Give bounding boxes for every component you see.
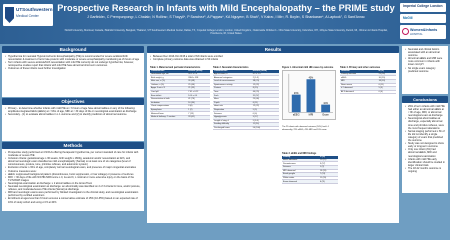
method-bullet: • Outcome measures were:	[5, 170, 141, 173]
table-cell: Resuscitation at birth	[150, 97, 187, 101]
method-bullet: • Exclusion criteria: ≥ 6hrs of age, completely normal neurological exam, and presence of major congenital anomalies	[5, 166, 141, 169]
table-cell: Respiration	[213, 108, 252, 112]
table-cell: 21 (39)	[187, 87, 210, 91]
table-cell: Maternal fever	[150, 112, 187, 116]
figure-1	[282, 67, 336, 149]
finding-bullet: • Abnormal aEEG and MRI were more common in infants with lower cord pH	[405, 57, 445, 66]
table-2-caption: Table 2. Neonatal characteristics	[213, 67, 249, 69]
middle-column	[147, 46, 399, 223]
conclusion-bullet: • Neurological abnormalities at discharge, especially abnormal tone and primitive reflexes, were the most frequent alterations	[405, 117, 445, 129]
table-row	[213, 126, 279, 130]
mcgill-logo-text: McGill	[403, 16, 413, 20]
chart-category-label: aEEG	[292, 113, 300, 117]
conclusion-bullet: • Sarnat staging performed ≤ 6h of life did not identify a single category of exam that predicted the outcome	[405, 130, 445, 142]
objective-bullet: • Primary - to determine whether infants with mild HIE at < 6 hours of age have abnormalities on any of the following: amplitude-integrated EEG (aEEG) at < 9hrs of age, MRI at < 30 days of life or neurological examination at discharge	[5, 107, 141, 113]
objective-bullet: • Secondary - (1) to evaluate abnormalities in ≥ 1 outcome and (2) to identify predictors of abnormal outcome	[5, 113, 141, 116]
table-1	[150, 67, 210, 120]
table-cell: 9 (17)	[319, 162, 338, 166]
methods-panel	[2, 149, 144, 211]
results-list	[150, 55, 300, 61]
table-cell: White matter	[282, 176, 319, 180]
table-cell: 16 (30)	[187, 101, 210, 105]
table-cell: Posture	[213, 87, 252, 91]
chart-value-label: 43%	[308, 77, 314, 80]
conclusions-panel	[402, 103, 448, 193]
table-cell: Heart rate	[213, 105, 252, 109]
right-column	[402, 46, 448, 193]
wi-logo-subtext: HOSPITAL	[410, 33, 423, 36]
table-cell: 18 (33)	[319, 169, 338, 173]
method-bullet: • Neurological examination at discharge: ≥ 2 abnormalities on the Amiel-Tison	[5, 182, 141, 185]
table-cell: Level of consciousness	[213, 79, 252, 83]
table-1-grid	[150, 70, 210, 120]
table-cell: 0 (0)	[378, 90, 396, 94]
table-cell: 9 (17)	[252, 115, 279, 119]
table-cell: 6 (11)	[252, 101, 279, 105]
table-header-cell: Outcome	[340, 70, 378, 73]
background-bullet: • Term infants with severe acidosis/birth resuscitation with mild HIE currently do not undergo hypothermia; however, retrospective studies report that infants with mild HIE have abnormal short-term outcomes	[5, 61, 141, 67]
table-cell: 1 (2)	[187, 108, 210, 112]
methods-list	[5, 151, 141, 204]
conclusions-heading: Conclusions	[402, 96, 448, 103]
table-cell: 3364 ± 538	[187, 76, 210, 80]
method-bullet: • Inclusion criteria: gestational age ≥ 36 weeks, birth weight ≥ 1800g, academic and/or resuscitation at birth, and abnormal neurologic exam classified as mild encephalopathy (Sarnat) on at least one of six categories (level of consciousness, posture, tone, primitive reflexes, and autonomic system)	[5, 157, 141, 166]
chart-category-label: Exam	[322, 113, 329, 117]
table-cell: aEEG abnormal	[282, 159, 319, 162]
table-cell: 29 (54)	[378, 73, 396, 76]
logo-left-name: UTSouthwestern	[16, 7, 53, 12]
table-header-cell: Characteristic	[150, 70, 187, 73]
table-cell: 25 (46)	[187, 83, 210, 87]
wi-logo-text: Women&Infants	[410, 28, 438, 32]
utsw-logo	[3, 4, 53, 26]
methods-heading: Methods	[2, 142, 144, 149]
objectives-panel	[2, 105, 144, 141]
ring-icon	[402, 28, 409, 35]
affiliation-list: ¹McGill University, Montreal, Canada, ²Mahidol University, Bangkok, Thailand, ³UT Southwestern Medical Center, Dallas, TX, ⁴Imperial College London, London, United Kingdom, ⁵Nationwide Children's - Ohio State University, Columbus, OH, ⁶Wayne State University, Detroit, MI, ⁷Women & Infants Hospital, Providence, RI, United States	[64, 29, 388, 35]
figure-1-caption: Figure 1. Abnormal mild HIE cases by outcome	[282, 67, 334, 69]
table-4-caption: Table 4. Primary and other outcomes	[340, 67, 381, 69]
logo-left-subname: Medical Center	[16, 14, 39, 18]
table-cell: 38 (70)	[252, 79, 279, 83]
background-heading: Background	[2, 46, 144, 53]
conclusion-bullet: • Study was not designed to show early or long-term outcome	[405, 142, 445, 148]
table-3-grid	[282, 156, 338, 184]
table-cell: 6 (11)	[319, 180, 338, 184]
table-cell: Exam abnormal	[282, 180, 319, 184]
table-cell: 41 (76)	[187, 97, 210, 101]
table-4	[340, 67, 396, 94]
table-cell: All 3 abnormal	[340, 90, 378, 94]
table-row	[282, 180, 338, 184]
method-bullet: • Prospective study performed at 4 NICUs offering therapeutic hypothermia, per current standard of care for infants with moderate or severe HIE	[5, 151, 141, 157]
results-bullet: • Between Dec 2013-Oct 2015 a total of 63 infants were enrolled	[150, 55, 300, 58]
table-cell: Age at exam, h	[213, 73, 252, 76]
table-header-cell: Results (N=54)	[187, 70, 210, 73]
table-cell: Birth weight, g	[150, 76, 187, 80]
table-cell: Base deficit	[150, 94, 187, 98]
table-cell: Discharged home	[213, 126, 252, 130]
table-cell: 1 (2)	[319, 165, 338, 169]
table-cell: 40 (74)	[252, 90, 279, 94]
background-list	[5, 55, 141, 70]
table-cell: Tone	[213, 90, 252, 94]
author-list: J Garfinkle¹, C Prempunpong², L Chalak³, N Rollins³, S Thayyil⁴, P Sanchez⁵, A Pappas⁶, KA Nguyen³, B Shah⁷, V Kalra¹, I Mir³, R. Boyle¹, S Shankaran⁶, A Laptook⁷, G Sant'Anna¹	[87, 15, 365, 19]
conclusion-bullet: • 29% of term infants with mild HIE had either an abnormal aEEG at < 9h of age, MRI, or abnormal neurological exam at discharge	[405, 105, 445, 117]
table-cell: Outborn, n (%)	[150, 83, 187, 87]
table-cell: Discontinuous	[282, 162, 319, 166]
chart-value-label: 23%	[293, 92, 299, 95]
table-cell: Seizures	[213, 112, 252, 116]
table-cell: 11 (20)	[252, 123, 279, 127]
table-cell: 14.6 ± 4.4	[187, 94, 210, 98]
table-cell: Moro	[213, 97, 252, 101]
table-cell: Male sex, n (%)	[150, 79, 187, 83]
table-cell: Intubation	[150, 101, 187, 105]
table-cell: MRI	[340, 79, 378, 83]
table-3-caption: Table 3. aEEG and MRI findings	[282, 153, 317, 155]
figure-1-chart	[282, 70, 336, 120]
chart-bar	[292, 92, 301, 113]
table-cell: Cord pH	[150, 90, 187, 94]
table-cell: 11 (20)	[319, 176, 338, 180]
table-header-cell: Characteristic	[213, 70, 252, 73]
table-cell: Neuro exam	[340, 83, 378, 87]
table-cell: 18 (33)	[378, 79, 396, 83]
table-header-cell: N (%)	[378, 70, 396, 73]
chart-bar	[307, 79, 316, 112]
table-cell: 0 (0)	[252, 112, 279, 116]
objectives-list	[5, 107, 141, 116]
table-cell: Abnormal categories	[213, 76, 252, 80]
table-cell: Gestational age, wk	[150, 73, 187, 76]
table-cell: Seizures	[282, 165, 319, 169]
conclusions-list	[405, 105, 445, 173]
poster-title: Prospective Research in Infants with Mild Encephalopathy – the PRIME study	[57, 3, 395, 13]
table-cell: 6 (11)	[378, 83, 396, 87]
mcgill-logo	[400, 14, 446, 23]
table-cell: 2 (1-3)	[252, 76, 279, 80]
table-cell: Hypoglycemia	[213, 115, 252, 119]
figure-1-note: The 29 infants with abnormal outcome (54%) had ≥ 1 abnormality; 23% aEEG, 43% MRI and 10% exam	[282, 126, 330, 131]
conclusion-bullet: • Only one infant (2%) had abnormal aEEG, MRI and neurological examination	[405, 148, 445, 157]
table-4-grid	[340, 70, 396, 94]
table-1-caption: Table 1. Maternal and perinatal characteristics	[150, 67, 201, 69]
table-2	[213, 67, 279, 130]
table-2-grid	[213, 70, 279, 130]
table-cell: 7 (13)	[319, 173, 338, 177]
conclusion-bullet: • Infants with mild HIE early identification should be studied in larger clinical trials	[405, 158, 445, 167]
chart-category-label: MRI	[308, 113, 314, 117]
table-cell: Spontaneous activity	[213, 83, 252, 87]
table-cell: 5 (9)	[378, 87, 396, 91]
right-findings-panel	[402, 46, 448, 94]
table-cell: Suck	[213, 94, 252, 98]
women-infants-logo	[400, 25, 446, 39]
table-cell: 7.01 ± 0.12	[187, 90, 210, 94]
table-cell: 25 (46)	[252, 97, 279, 101]
table-cell: Feeding difficulty	[213, 123, 252, 127]
conclusion-bullet: • The 18-22 months outcome is ongoing	[405, 167, 445, 173]
table-cell: Primary outcome	[340, 73, 378, 76]
imperial-logo-text: Imperial College London	[403, 4, 443, 8]
poster-header	[0, 0, 450, 44]
background-bullet: • Outcomes of these infants need further investigation	[5, 67, 141, 70]
table-cell: 12 (22)	[252, 83, 279, 87]
right-findings-list	[405, 48, 445, 73]
chart-bar	[321, 102, 330, 113]
table-cell: 10 (19)	[378, 76, 396, 80]
table-cell: 7 (13)	[187, 112, 210, 116]
table-cell: Mode of delivery: C-section	[150, 115, 187, 119]
left-column	[2, 46, 144, 211]
shield-icon	[5, 7, 14, 23]
table-cell: 54 (100)	[252, 126, 279, 130]
table-cell: 33 (61)	[187, 115, 210, 119]
background-panel	[2, 53, 144, 97]
table-cell: 31 (57)	[252, 94, 279, 98]
table-header-cell: N (%)	[319, 156, 338, 159]
table-cell: 12 (22)	[252, 105, 279, 109]
table-cell: Apgar 5 min ≤ 5	[150, 87, 187, 91]
results-panel	[147, 53, 399, 223]
table-cell: 26 (48)	[187, 79, 210, 83]
objectives-heading: Objectives	[2, 98, 144, 105]
chart-value-label: 10%	[323, 102, 328, 105]
table-cell: 8 (15)	[252, 87, 279, 91]
table-cell: Pupils	[213, 101, 252, 105]
table-cell: Epinephrine	[150, 108, 187, 112]
table-cell: 10 (19)	[319, 159, 338, 162]
table-cell: Basal ganglia	[282, 173, 319, 177]
imperial-logo	[400, 3, 446, 12]
table-cell: ≥ 2 abnormal	[340, 87, 378, 91]
table-cell: 5 (9)	[252, 108, 279, 112]
table-cell: 3 (6)	[187, 105, 210, 109]
method-bullet: • aEEG: suppressed background pattern (discontinuous, burst suppression, or low voltage) or presence of seizures	[5, 173, 141, 176]
method-bullet: • Enrollment at ages less than 6 hours ensures a conservative estimate of 15% (10-35%) based on an expected rate of 10% of study cohort and using α 0.5 at 40%	[5, 197, 141, 203]
finding-bullet: • No single exam category predicted outcome	[405, 67, 445, 73]
table-cell: Chest compressions	[150, 105, 187, 109]
table-3	[282, 153, 338, 184]
table-cell: 4.2 ± 1.3	[252, 73, 279, 76]
table-row	[340, 90, 396, 94]
table-cell: Length of stay, d	[213, 119, 252, 123]
method-bullet: • MRI: < 30 days of life with NICHD-NRN score ≥ 0, 1a and b; ≥ minimal or more extensive injury on the basis of the T1/T2/DWI images	[5, 176, 141, 182]
table-cell: aEEG	[340, 76, 378, 80]
table-row	[150, 115, 210, 119]
method-bullet: • MRI and neurologic exams were performed by blinded investigators to the clinical study, and neurological examination performed by certified examiners	[5, 191, 141, 197]
method-bullet: • Neonatal neurological examination at discharge: an abnormality was identified on 2 of 3 criteria for tone, and/or posture, reflexes, and moderate/severe HIE criteria (Sarnat) at discharge	[5, 185, 141, 191]
results-bullet: • Complete primary outcome data was obtained in 54 infants	[150, 58, 300, 61]
background-bullet: • Hypothermia for neonatal Hypoxic-Ischemic Encephalopathy (HIE) is recommended for severe acidosis/birth resuscitation & treatment of term/ late-preterm with moderate or severe encephalopathy manifesting at ≤6 hours of age	[5, 55, 141, 61]
finding-bullet: • Neonatal and clinical factors associated with an abnormal outcome	[405, 48, 445, 57]
table-cell: 39.1 ± 1.4	[187, 73, 210, 76]
table-header-cell: Results (N=54)	[252, 70, 279, 73]
results-heading: Results	[147, 46, 399, 53]
table-cell: 5 (3-9)	[252, 119, 279, 123]
table-cell: MRI abnormal	[282, 169, 319, 173]
table-header-cell: Finding	[282, 156, 319, 159]
